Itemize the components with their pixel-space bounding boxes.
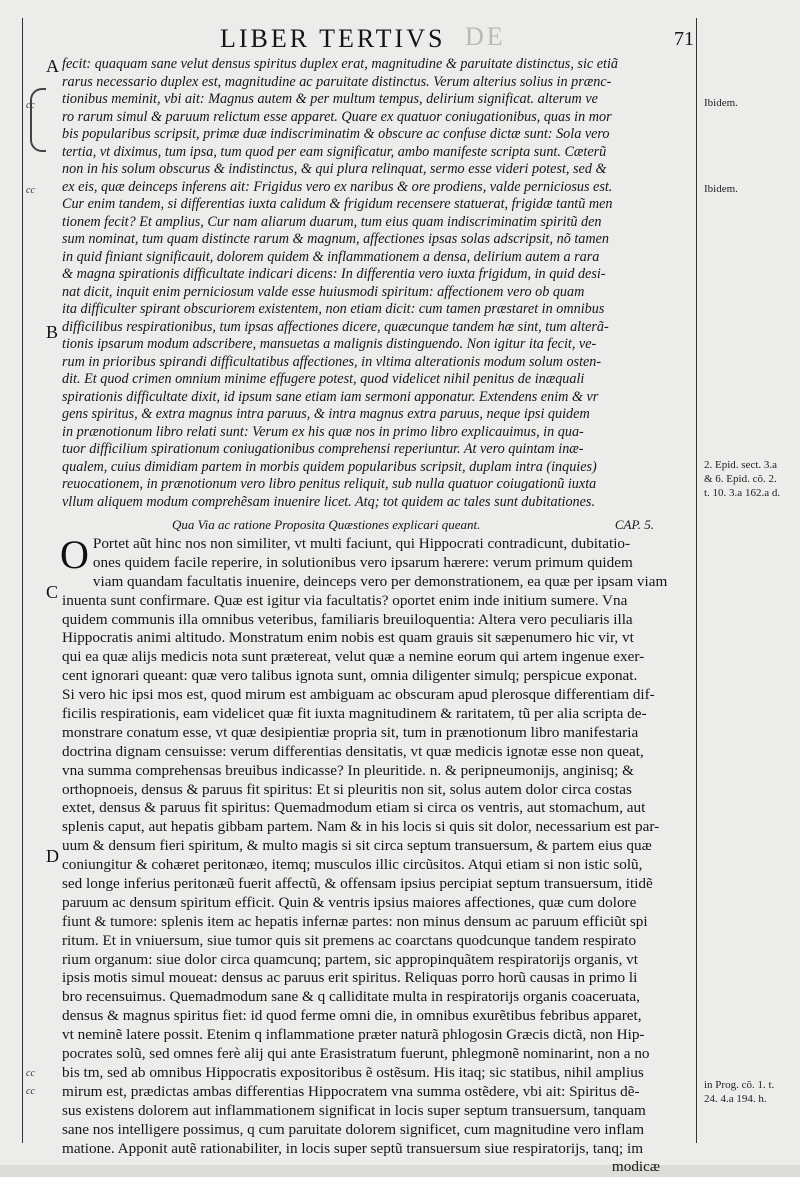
- margin-letter-a: A: [46, 56, 59, 76]
- show-through-title: DE: [465, 22, 506, 51]
- text-line: Portet aũt hinc nos non similiter, vt multi faciunt, qui Hippocrati contradicunt, dubitatio-: [92, 535, 631, 552]
- text-line: reuocationem, in prænotionum vero libro penitus reliquit, sub nulla quatuor coiugationũ iuxta: [62, 476, 597, 492]
- text-line: in prænotionum libro relati sunt: Verum ex his quæ nos in primo libro explicauimus, in qua-: [62, 423, 584, 440]
- margin-mark-cc: cc: [26, 185, 35, 196]
- text-line: pocrates solũ, sed omnes ferè alij qui ante Erasistratum fuerunt, phlegmonẽ nominarint, non a no: [62, 1045, 650, 1063]
- text-line: matione. Apponit autẽ rationabiliter, in locis super septũ transuersum siue respiratorijs, tanq; im: [62, 1139, 644, 1157]
- text-line: tertia, vt diximus, tum ipsa, tum quod per eam significatur, ambo manifeste scripta sunt. Cæterũ: [62, 143, 607, 160]
- page-number: 71: [674, 28, 694, 50]
- margin-mark-cc: cc: [26, 1086, 35, 1097]
- text-line: fiunt & tumore: splenis item ac hepatis infernæ partes: non minus densum ac paruum efficiũt spi: [62, 912, 648, 930]
- text-line: ipsis motis simul moueat: densus ac paruus erit spiritus. Reliquas porro horũ causas in primo li: [62, 969, 638, 987]
- text-line: bis popularibus scripsit, primæ duæ indiscriminatim & obscure ac confuse dictæ sunt: Sola vero: [62, 126, 610, 142]
- margin-mark-cc: cc: [26, 100, 35, 111]
- text-line: Hippocratis animi altitudo. Monstratum enim nobis est quam grauis sit sæpenumero hic vir, vt: [62, 629, 634, 647]
- page-header: [220, 24, 700, 58]
- text-line: doctrina dignam censuisse: verum differentias densitatis, vt quæ medicis ignotæ esse non queat,: [62, 742, 644, 760]
- text-line: viam quandam facultatis inuenire, deinceps vero per demonstrationem, ea quæ per ipsam viam: [92, 572, 668, 590]
- text-line: nat dicit, inquit enim perniciosum valde esse huiusmodi spiritum: affectionem vero ob quam: [62, 283, 585, 300]
- text-line: monstrare conatum esse, vt quæ desipientiæ propria sit, tum in prænotionum libro manifestaria: [62, 723, 639, 741]
- text-line: uum & densum fieri spiritum, & multo magis si sit circa septum transuersum, & partem eius quæ: [62, 837, 652, 855]
- text-line: ex eis, quæ deinceps inferens ait: Frigidus vero ex naribus & ore prodiens, valde perniciosus est.: [62, 178, 613, 195]
- text-line: splenis caput, aut hepatis gibbam partem. Nam & in his locis si quis sit dolor, necessarium est par-: [62, 818, 660, 836]
- running-title: LIBER TERTIVS: [220, 24, 446, 53]
- text-line: ro rarum simul & paruum relictum esse apparet. Quare ex quatuor coniugationibus, quas in mor: [62, 108, 612, 125]
- text-line: vt neminẽ latere possit. Etenim q inflammatione præter naturã phlogosin Græcis dictã, non Hip-: [62, 1026, 645, 1044]
- catchword-line: [62, 1158, 690, 1177]
- text-block: [62, 56, 690, 1177]
- chapter-title: Qua Via ac ratione Proposita Quæstiones explicari queant.: [172, 517, 481, 532]
- text-line: sum nominat, tum quam distincte rarum & magnum, affectiones ipsas solas adscripsit, nõ tamen: [62, 231, 610, 247]
- text-line: vllum aliquem modum comprehẽsam inuenire licet. Atq; tot quidem ac tales sunt dubitationes.: [62, 493, 595, 510]
- text-line: rarus necessario duplex est, magnitudine ac paruitate distinctus. Verum alterius solius in prænc-: [62, 73, 612, 90]
- text-line: sed longe inferius peritonæũ fuerit affectũ, & offensam ipsius percipiat septum transuersum, itidẽ: [62, 875, 653, 893]
- text-line: non in his solum obscurus & indistinctus, & qui plura relinquat, sermo esse videri potest, sed &: [62, 161, 607, 177]
- text-line: qualem, cuius dimidiam partem in morbis quidem popularibus scripsit, duplam intra (inquies): [62, 458, 597, 475]
- text-line: cent ignorari queant: quæ vero talibus ignota sunt, omnia diligenter simulq; perspicue exponat.: [62, 667, 638, 685]
- text-line: tionem fecit? Et amplius, Cur nam aliarum duarum, tum eius quam indiscriminatim spiritũ den: [62, 213, 602, 230]
- text-line: Cur enim tandem, si differentias iuxta calidum & frigidum recensere statuerat, frigidæ tantũ men: [62, 196, 613, 212]
- paragraph-chapter-5: [60, 532, 690, 1158]
- text-line: quidem communis illa omnibus veteribus, familiaris breuiloquentia: Altera vero peculiaris illa: [62, 610, 633, 628]
- chapter-number: CAP. 5.: [614, 517, 654, 532]
- text-line: ficilis respirationis, eam videlicet quæ fit iuxta magnitudinem & raritatem, tũ per alia scripta de-: [62, 705, 647, 723]
- text-line: rum in prioribus spirandi difficultatibus affectiones, in vltima alterationis modum solum osten-: [62, 353, 602, 370]
- text-line: bro recensuimus. Quemadmodum sane & q calliditate multa in respiratorijs organis coaceruata,: [62, 988, 640, 1006]
- text-line: dit. Et quod crimen omnium minime effugere potest, quod videlicet nihil penitus de inæquali: [62, 371, 585, 387]
- margin-letter-c: C: [46, 582, 59, 602]
- text-line: sus existens dolorem aut inflammationem significat in locis super septum transuersum, tanquam: [62, 1101, 646, 1119]
- text-line: paruum ac densum spiritum efficit. Quin & ventris ipsius maiores affectiones, quæ cum dolore: [62, 893, 637, 911]
- text-line: tionis ipsarum modum adscribere, mansuetas a malignis distinguendo. Non igitur ita fecit, ve-: [62, 336, 597, 352]
- text-line: gens spiritus, & extra magnus intra paruus, & intra magnus extra paruus, neque ipsi quidem: [62, 406, 590, 422]
- margin-note-epidemics: 2. Epid. sect. 3.a & 6. Epid. cõ. 2. t. 10. 3.a 162.a d.: [704, 459, 781, 499]
- margin-mark-cc: cc: [26, 1068, 35, 1079]
- text-line: tionibus meminit, vbi ait: Magnus autem & per multum tempus, delirium significat. alterum ve: [62, 91, 598, 107]
- text-line: ritum. Et in vniuersum, siue tumor quis sit premens ac coarctans quodcunque tandem respirato: [62, 931, 637, 949]
- text-line: mirum est, prædictas ambas differentias Hippocratem vna summa ostẽdere, vbi ait: Spiritus dẽ-: [62, 1082, 640, 1100]
- right-margin-rule: [696, 18, 697, 1143]
- text-line: tuor difficilium spirationum coniugationibus comprehensi reperiuntur. At vero quintam inæ-: [62, 441, 584, 457]
- text-line: ones quidem facile reperire, in solutionibus vero ipsarum hærere: verum primum quidem: [92, 553, 633, 571]
- catchword: modicæ: [611, 1158, 660, 1176]
- text-line: in quid finiant significauit, dolorem quidem & inflammationem a densa, delirium autem a rara: [62, 248, 600, 265]
- text-line: sane nos intelligere possimus, q cum paruitate dolorem significet, cum magnitudine vero inflam: [62, 1120, 645, 1138]
- text-line: rium organum: siue dolor circa quamcunq; partem, sic appropinquãtem respiratorijs organis, vt: [62, 950, 638, 968]
- text-line: difficilibus respirationibus, tum ipsas affectiones dicere, quæcunque tandem hæ sint, tum alterã-: [62, 318, 609, 335]
- left-margin-rule: [22, 18, 23, 1143]
- text-line: qui ea quæ alijs medicis nota sunt prætereat, velut quæ a nemine eorum qui artem ingenue exer-: [62, 648, 645, 666]
- text-line: coniungitur & cohæret peritonæo, itemq; musculos illic circũsitos. Atqui etiam si non istic solũ,: [62, 856, 643, 874]
- margin-letter-b: B: [46, 322, 59, 342]
- text-line: & magna spirationis difficultate indicari dicens: In differentia vero iuxta frigidum, in quid desi-: [62, 266, 606, 282]
- drop-cap-o: O: [60, 532, 89, 577]
- text-line: bis tm, sed ab omnibus Hippocratis expositoribus ẽ ostẽsum. His itaq; sic statibus, nihil amplius: [62, 1063, 644, 1081]
- margin-bracket-mark: [30, 88, 46, 152]
- text-line: Si vero hic ipsi mos est, quod mirum est ambiguam ac obscuram apud plerosque differentiam dif-: [62, 686, 655, 704]
- paragraph-dubitationes: [62, 56, 690, 511]
- text-line: fecit: quaquam sane velut densus spiritus duplex erat, magnitudine & paruitate distinctus, sic etiã: [62, 56, 619, 72]
- chapter-heading: [62, 511, 690, 535]
- text-line: spirationis difficultate dixit, id ipsum sane etiam iam sermoni apponatur. Extendens enim & vr: [62, 388, 599, 405]
- text-line: inuenta sunt confirmare. Quæ est igitur via facultatis? oportet enim inde initium sumere. Vna: [62, 591, 628, 609]
- margin-note-prognostics: in Prog. cõ. 1. t. 24. 4.a 194. h.: [704, 1079, 775, 1105]
- margin-note-ibidem: Ibidem.: [704, 183, 738, 195]
- margin-note-ibidem: Ibidem.: [704, 97, 738, 109]
- text-line: extet, densus & paruus fit spiritus: Quemadmodum etiam si circa os ventris, aut stomachum, aut: [62, 799, 646, 817]
- text-line: densus & magnus spiritus fiet: id quod ferme omni die, in omnibus exurẽtibus febribus apparet,: [62, 1007, 642, 1025]
- text-line: ita difficulter spirant obscuriorem existentem, non etiam dicit: cum tamen præstaret in omnibus: [62, 301, 605, 317]
- text-line: vna summa comprehensas breuibus indicasse? In pleuritide. n. & peripneumonijs, anginisq; &: [62, 761, 634, 779]
- text-line: orthopnoeis, densus & paruus fit spiritus: Et si pleuritis non sit, solus autem dolor circa costas: [62, 780, 632, 798]
- margin-letter-d: D: [46, 846, 59, 866]
